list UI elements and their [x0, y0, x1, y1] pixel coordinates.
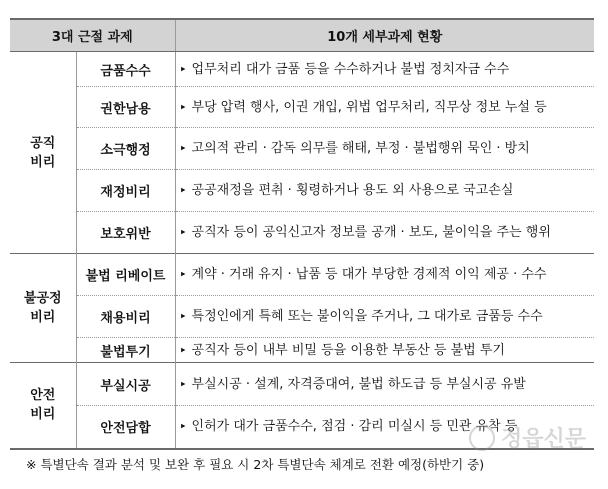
header-sub-tasks: 10개 세부과제 현황 — [175, 19, 594, 52]
table-row — [10, 52, 594, 87]
bullet-icon: ‣ — [179, 62, 187, 76]
corruption-task-table — [10, 18, 594, 450]
table-row — [10, 128, 594, 170]
subtask-name: 안전담합 — [76, 406, 175, 449]
footnote: ※ 특별단속 결과 분석 및 보완 후 필요 시 2차 특별단속 체계로 전환 예정(하반기 중) — [26, 457, 485, 472]
table-row — [10, 254, 594, 296]
subtask-name: 부실시공 — [76, 363, 175, 406]
table-row — [10, 296, 594, 338]
bullet-icon: ‣ — [179, 184, 187, 197]
category-cell: 공직 비리 — [30, 135, 56, 170]
table-row — [10, 363, 594, 406]
table-header-row — [10, 19, 594, 52]
bullet-icon: ‣ — [179, 377, 187, 391]
subtask-description: ‣ 공직자 등이 공익신고자 정보를 공개 · 보도, 불이익을 주는 행위 — [175, 212, 594, 254]
bullet-icon: ‣ — [179, 226, 187, 239]
subtask-description: ‣ 공공재정을 편취 · 횡령하거나 용도 외 사용으로 국고손실 — [175, 170, 594, 212]
subtask-name: 재정비리 — [76, 170, 175, 212]
category-cell: 불공정 비리 — [10, 254, 76, 363]
watermark-text: 정읍신문 — [500, 427, 586, 452]
subtask-description: ‣ 인허가 대가 금품수수, 점검 · 감리 미실시 등 민관 유착 등 — [175, 406, 594, 449]
category-cell: 안전 비리 — [10, 363, 76, 449]
bullet-icon: ‣ — [179, 100, 187, 114]
bullet-icon: ‣ — [179, 310, 187, 323]
bullet-icon: ‣ — [179, 142, 187, 155]
subtask-description: ‣ 특정인에게 특혜 또는 불이익을 주거나, 그 대가로 금품등 수수 — [175, 296, 594, 338]
subtask-name: 불법투기 — [76, 338, 175, 363]
bullet-icon: ‣ — [179, 268, 187, 281]
subtask-description: ‣ 고의적 관리 · 감독 의무를 해태, 부정 · 불법행위 묵인 · 방치 — [175, 128, 594, 170]
subtask-name: 불법 리베이트 — [76, 254, 175, 296]
subtask-description: ‣ 공직자 등이 내부 비밀 등을 이용한 부동산 등 불법 투기 — [175, 338, 594, 363]
subtask-description: ‣ 부실시공 · 설계, 자격증대여, 불법 하도급 등 부실시공 유발 — [175, 363, 594, 406]
watermark — [469, 422, 586, 453]
subtask-name: 금품수수 — [76, 52, 175, 87]
subtask-name: 보호위반 — [76, 212, 175, 254]
table-row — [10, 170, 594, 212]
subtask-description: ‣ 부당 압력 행사, 이권 개입, 위법 업무처리, 직무상 정보 누설 등 — [175, 87, 594, 128]
subtask-name: 채용비리 — [76, 296, 175, 338]
table-row — [10, 87, 594, 128]
bullet-icon: ‣ — [179, 343, 187, 357]
subtask-name: 소극행정 — [76, 128, 175, 170]
bullet-icon: ‣ — [179, 420, 187, 434]
subtask-name: 권한남용 — [76, 87, 175, 128]
table-row — [10, 212, 594, 254]
subtask-description: ‣ 업무처리 대가 금품 등을 수수하거나 불법 정치자금 수수 — [175, 52, 594, 87]
subtask-description: ‣ 계약 · 거래 유지 · 납품 등 대가 부당한 경제적 이익 제공 · 수수 — [175, 254, 594, 296]
circle-logo-icon — [469, 425, 495, 451]
table-row — [10, 338, 594, 363]
header-main-tasks: 3대 근절 과제 — [10, 19, 175, 52]
